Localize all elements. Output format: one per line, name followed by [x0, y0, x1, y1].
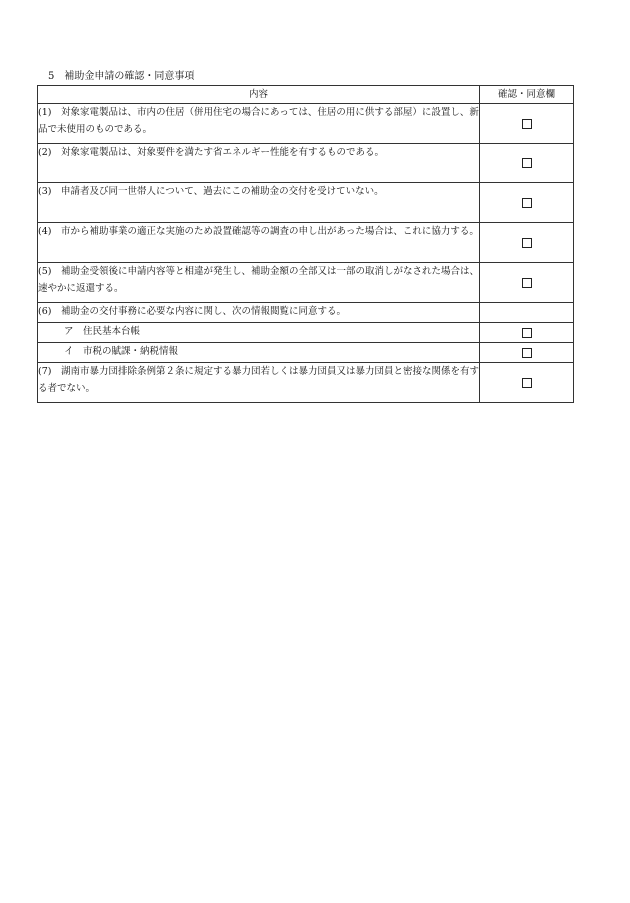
- checkbox-icon[interactable]: [522, 119, 532, 129]
- item-body: 湖南市暴力団排除条例第２条に規定する暴力団若しくは暴力団員又は暴力団員と密接な関係を有する者でない。: [38, 366, 479, 394]
- item-text: [38, 104, 480, 144]
- item-text: [38, 223, 480, 263]
- item-label: (7): [38, 366, 52, 377]
- table-row: [38, 144, 574, 183]
- item-body: 住民基本台帳: [83, 326, 141, 337]
- item-text: [38, 303, 480, 323]
- table-row: [38, 303, 574, 323]
- item-body: 市から補助事業の適正な実施のため設置確認等の調査の申し出があった場合は、これに協力する。: [60, 226, 479, 237]
- table-row: [38, 323, 574, 343]
- checkbox-icon[interactable]: [522, 238, 532, 248]
- item-body: 補助金の交付事務に必要な内容に関し、次の情報閲覧に同意する。: [60, 306, 346, 317]
- item-text: [38, 323, 480, 343]
- check-cell-empty: [480, 303, 574, 323]
- column-header-check: 確認・同意欄: [480, 86, 574, 104]
- section-title: 5 補助金申請の確認・同意事項: [48, 71, 195, 82]
- item-body: 補助金受領後に申請内容等と相違が発生し、補助金額の全部又は一部の取消しがなされた場合は、速やかに返還する。: [38, 266, 479, 294]
- item-body: 市税の賦課・納税情報: [83, 346, 179, 357]
- checkbox-icon[interactable]: [522, 378, 532, 388]
- consent-checkbox[interactable]: [480, 343, 574, 363]
- item-body: 申請者及び同一世帯人について、過去にこの補助金の交付を受けていない。: [60, 186, 384, 197]
- table-row: [38, 183, 574, 223]
- table-row: [38, 363, 574, 403]
- consent-checkbox[interactable]: [480, 223, 574, 263]
- checkbox-icon[interactable]: [522, 158, 532, 168]
- item-label: (2): [38, 147, 52, 158]
- table-row: [38, 343, 574, 363]
- table-row: [38, 104, 574, 144]
- column-header-content: 内容: [38, 86, 480, 104]
- item-text: [38, 343, 480, 363]
- consent-checkbox[interactable]: [480, 104, 574, 144]
- item-text: [38, 263, 480, 303]
- item-label: ア: [64, 326, 74, 337]
- consent-checkbox[interactable]: [480, 144, 574, 183]
- consent-table: [37, 85, 574, 403]
- item-text: [38, 183, 480, 223]
- consent-checkbox[interactable]: [480, 323, 574, 343]
- item-label: (3): [38, 186, 52, 197]
- item-label: (4): [38, 226, 52, 237]
- item-body: 対象家電製品は、市内の住居（併用住宅の場合にあっては、住居の用に供する部屋）に設置し、新品で未使用のものである。: [38, 107, 479, 135]
- item-label: (6): [38, 306, 52, 317]
- item-label: (1): [38, 107, 52, 118]
- item-body: 対象家電製品は、対象要件を満たす省エネルギー性能を有するものである。: [60, 147, 384, 158]
- checkbox-icon[interactable]: [522, 328, 532, 338]
- item-label: (5): [38, 266, 52, 277]
- checkbox-icon[interactable]: [522, 278, 532, 288]
- item-text: [38, 144, 480, 183]
- consent-checkbox[interactable]: [480, 263, 574, 303]
- checkbox-icon[interactable]: [522, 348, 532, 358]
- checkbox-icon[interactable]: [522, 198, 532, 208]
- consent-checkbox[interactable]: [480, 363, 574, 403]
- table-row: [38, 263, 574, 303]
- item-label: イ: [64, 346, 74, 357]
- table-header: [38, 86, 574, 104]
- consent-checkbox[interactable]: [480, 183, 574, 223]
- item-text: [38, 363, 480, 403]
- table-row: [38, 223, 574, 263]
